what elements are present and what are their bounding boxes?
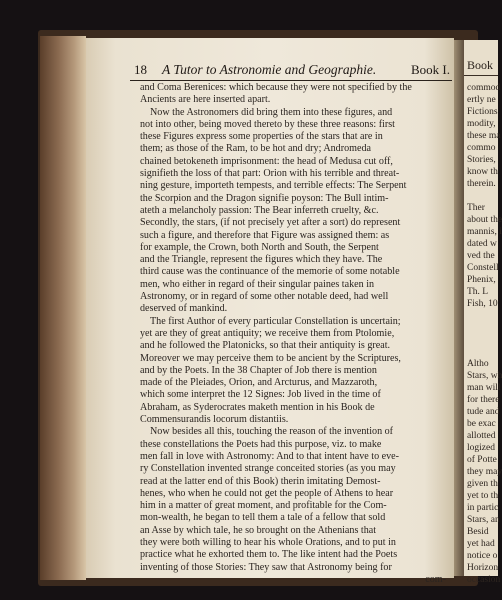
right-page-line: Stars, an	[467, 515, 500, 525]
right-page-line: logized	[467, 443, 495, 453]
right-page-line: in partic	[467, 503, 499, 513]
right-page-line	[467, 346, 498, 358]
text-line: and he followed the Platonicks, so that their antiquity is great.	[140, 340, 391, 352]
text-line: inventing of those Stories: They saw that Astronomy being for	[140, 561, 392, 573]
text-line: mon-wealth, he began to tell them a tale of a fellow that sold	[140, 512, 386, 524]
catchword: com-	[425, 573, 446, 585]
text-line: Ancients are here inserted apart.	[140, 94, 271, 106]
text-line: Now besides all this, touching the reason of the invention of	[150, 426, 394, 438]
right-page-line	[467, 310, 498, 322]
text-line: Commensurandis locorum distantiis.	[140, 414, 289, 426]
right-page-line: yet had	[467, 539, 495, 549]
right-page-line: Fictions	[467, 107, 498, 117]
running-header	[130, 62, 452, 80]
right-page-line	[467, 190, 498, 202]
right-page-line: given th	[467, 479, 498, 489]
right-page-line: dated w	[467, 239, 497, 249]
right-page-header: Book	[467, 58, 494, 72]
text-line: henes, who when he could not get the people of Athens to hear	[140, 487, 394, 499]
text-line: read at the latter end of this Book) therin imitating Demost-	[140, 475, 381, 487]
text-line: Astronomy, or in regard of some other notable deed, had well	[140, 291, 389, 303]
text-line: an Asse by which tale, he so brought on the Athenians that	[140, 524, 377, 536]
right-page-line: occasion	[467, 575, 501, 585]
right-header-rule	[464, 75, 498, 76]
text-line: men, who either in regard of their singular paines taken in	[140, 278, 375, 290]
text-line: ateth a melancholy passion: The Bear inferreth cruelty, &c.	[140, 204, 379, 216]
right-page-line: be exac	[467, 419, 496, 429]
right-page-line: commod	[467, 83, 501, 93]
text-line: and by the Poets. In the 38 Chapter of Job there is mention	[140, 364, 377, 376]
text-line: ning gesture, importeth tempests, and terrible effects: The Serpent	[140, 180, 407, 192]
text-line: men fall in love with Astronomy: And to that intent have to eve-	[140, 450, 400, 462]
right-page-line: notice o	[467, 551, 498, 561]
right-page-line: modity,	[467, 119, 496, 129]
right-page-line: know th	[467, 167, 498, 177]
right-page-line: yet to th	[467, 491, 499, 501]
right-page-line: Besid	[467, 527, 489, 537]
body-text	[140, 82, 446, 586]
right-page-line: mannis, i	[467, 227, 502, 237]
right-page-line: Fish, 10	[467, 299, 498, 309]
book-spine	[40, 36, 86, 580]
text-line: deserved of mankind.	[140, 303, 228, 315]
text-line: chained betokeneth imprisonment: the head of Medusa cut off,	[140, 155, 393, 167]
text-line: third cause was the continuance of the memorie of some notable	[140, 266, 400, 278]
text-line: these constellations the Poets had this purpose, viz. to make	[140, 438, 382, 450]
text-line: Abraham, as Syderocrates maketh mention in his Book de	[140, 401, 375, 413]
right-page-line: about the	[467, 215, 502, 225]
right-page-line	[467, 334, 498, 346]
book-label: Book I.	[411, 62, 450, 77]
text-line: the Scorpion and the Dragon signifie poyson: The Bull intim-	[140, 192, 389, 204]
text-line: and Coma Berenices: which because they were not specified by the	[140, 82, 412, 93]
page-gutter	[454, 40, 464, 576]
header-rule	[130, 80, 452, 81]
right-page-line: Stars, wh	[467, 371, 502, 381]
right-page-line: Horizon	[467, 563, 499, 573]
right-page-line: allotted	[467, 431, 496, 441]
text-line: ry Constellation invented strange conceited stories (as you may	[140, 463, 396, 475]
right-page-line: Ther	[467, 203, 485, 213]
text-line: Moreover we may perceive them to be ancient by the Scriptures,	[140, 352, 401, 364]
right-page-line: of Potte	[467, 455, 497, 465]
right-page-line: ved the	[467, 251, 495, 261]
text-line: him in a matter of great moment, and profitable for the Com-	[140, 500, 387, 512]
text-line: which some interpret the 12 Signes: Job lived in the time of	[140, 389, 381, 401]
text-line: they were both willing to hear his whole Orations, and to put in	[140, 536, 396, 548]
text-line: yet are they of great antiquity; we receive them from Ptolomie,	[140, 327, 395, 339]
text-line: signifieth the loss of that part: Orion with his terrible and threat-	[140, 168, 400, 180]
right-page-line: Altho	[467, 359, 489, 369]
running-title: A Tutor to Astronomie and Geographie.	[162, 62, 377, 77]
right-page-lines	[464, 82, 502, 586]
text-line: made of the Pleiades, Orion, and Arcturus, and Mazzaroth,	[140, 377, 378, 389]
text-line: for example, the Crown, both North and South, the Serpent	[140, 241, 379, 253]
text-line: Now the Astronomers did bring them into these figures, and	[150, 106, 393, 118]
right-page-line: ertly ne	[467, 95, 496, 105]
right-page-line: Th. L	[467, 287, 489, 297]
text-line: The first Author of every particular Constellation is uncertain;	[150, 315, 401, 327]
text-line: these Figures express some properties of the stars that are in	[140, 131, 383, 143]
text-line: such a figure, and therefore that Figure was assigned them: as	[140, 229, 390, 241]
right-page-line: commo	[467, 143, 496, 153]
right-page-line: Constell	[467, 263, 499, 273]
text-line: Secondly, the stars, (if not precisely yet after a sort) do represent	[140, 217, 401, 229]
text-line: not into other, being moved thereto by these three reasons: first	[140, 118, 395, 130]
right-page-line: Stories,	[467, 155, 496, 165]
text-line: and the Triangle, represent the figures which they have. The	[140, 254, 383, 266]
right-page-line	[467, 322, 498, 334]
right-page-edge	[464, 40, 502, 585]
right-page-line: they may	[467, 467, 502, 477]
text-line: them; as those of the Ram, to be hot and dry; Andromeda	[140, 143, 371, 155]
right-page-line: therein.	[467, 179, 496, 189]
page-number: 18	[134, 62, 147, 77]
right-page-line: these ma	[467, 131, 501, 141]
right-page-line: for there	[467, 395, 500, 405]
right-page-line: tude and	[467, 407, 500, 417]
right-page-line: man will	[467, 383, 501, 393]
text-line: practice what he exhorted them to. The like intent had the Poets	[140, 549, 398, 561]
right-page-line: Phenix,	[467, 275, 496, 285]
